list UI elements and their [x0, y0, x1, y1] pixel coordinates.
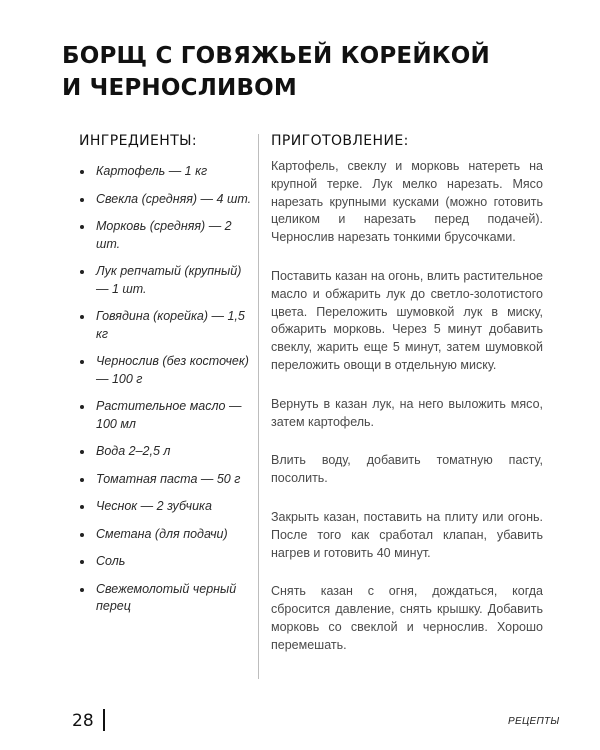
- ingredients-list: [79, 153, 254, 616]
- ingredient-item: Лук репчатый (крупный) — 1 шт.: [79, 263, 254, 298]
- page-number-bar: [103, 709, 105, 731]
- ingredient-item: Томатная паста — 50 г: [79, 471, 254, 489]
- preparation-steps: [271, 158, 543, 676]
- ingredient-item: Вода 2–2,5 л: [79, 443, 254, 461]
- ingredient-item: Картофель — 1 кг: [79, 163, 254, 181]
- page-number: 28: [72, 711, 94, 731]
- preparation-step: Вернуть в казан лук, на него выложить мясо, затем картофель.: [271, 396, 543, 429]
- recipe-title-line-2: И ЧЕРНОСЛИВОМ: [62, 75, 298, 101]
- ingredient-item: Чернослив (без косточек) — 100 г: [79, 353, 254, 388]
- ingredient-item: Чеснок — 2 зубчика: [79, 498, 254, 516]
- ingredient-item: Сметана (для подачи): [79, 526, 254, 544]
- ingredient-item: Свежемолотый черный перец: [79, 581, 254, 616]
- recipe-title: [62, 40, 562, 104]
- section-label: РЕЦЕПТЫ: [508, 716, 560, 727]
- ingredients-heading: ИНГРЕДИЕНТЫ:: [79, 133, 198, 149]
- preparation-step: Влить воду, добавить томатную пасту, посолить.: [271, 453, 543, 486]
- ingredient-item: Морковь (средняя) — 2 шт.: [79, 218, 254, 253]
- preparation-step: Поставить казан на огонь, влить растительное масло и обжарить лук до светло-золотистого цвета. Переложить шумовкой лук в миску, обжарить морковь. Через 5 минут добавить свеклу, жарить еще 5 минут, затем шумовкой переложить овощи в отдельную миску.: [271, 268, 543, 372]
- preparation-step: Картофель, свеклу и морковь натереть на крупной терке. Лук мелко нарезать. Мясо нарезать крупными кусками (можно готовить целиком и нарезать перед подачей). Чернослив нарезать тонкими брусочками.: [271, 159, 543, 245]
- preparation-heading: ПРИГОТОВЛЕНИЕ:: [271, 133, 409, 149]
- column-divider: [258, 134, 259, 679]
- ingredient-item: Соль: [79, 553, 254, 571]
- ingredient-item: Свекла (средняя) — 4 шт.: [79, 191, 254, 209]
- preparation-step: Снять казан с огня, дождаться, когда сбросится давление, снять крышку. Добавить морковь со свеклой и чернослив. Хорошо перемешать.: [271, 584, 543, 652]
- ingredient-item: Говядина (корейка) — 1,5 кг: [79, 308, 254, 343]
- ingredient-item: Растительное масло — 100 мл: [79, 398, 254, 433]
- recipe-title-line-1: БОРЩ С ГОВЯЖЬЕЙ КОРЕЙКОЙ: [62, 43, 490, 69]
- preparation-step: Закрыть казан, поставить на плиту или огонь. После того как сработал клапан, убавить нагрев и готовить 40 минут.: [271, 509, 543, 560]
